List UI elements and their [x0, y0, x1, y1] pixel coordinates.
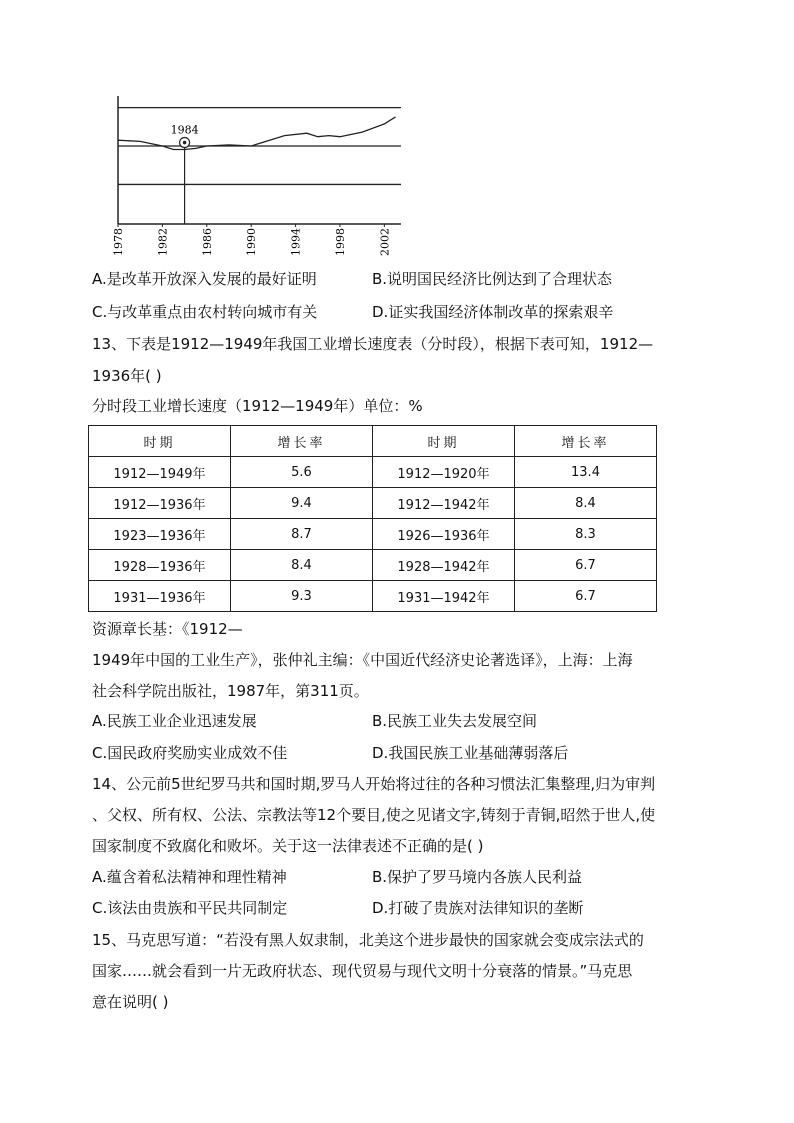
q14-option-c: C.该法由贵族和平民共同制定	[92, 899, 288, 917]
growth-table	[88, 425, 657, 612]
q13-option-b: B.民族工业失去发展空间	[372, 712, 538, 730]
q14-stem-line2: 、父权、所有权、公法、宗教法等12个要目,使之见诸文字,铸刻于青铜,昭然于世人,使	[92, 806, 656, 824]
table-cell: 1912—1942年	[373, 488, 515, 519]
table-cell: 6.7	[515, 581, 657, 612]
q13-source-line3: 社会科学院出版社，1987年，第311页。	[92, 682, 369, 700]
q14-stem-line3: 国家制度不致腐化和败坏。关于这一法律表述不正确的是( )	[92, 837, 484, 855]
x-tick-label: 1978	[112, 228, 125, 256]
table-header-cell: 增长率	[231, 426, 373, 457]
q13-option-c: C.国民政府奖励实业成效不佳	[92, 744, 288, 762]
x-tick-label: 1982	[156, 228, 170, 256]
q14-option-d: D.打破了贵族对法律知识的垄断	[372, 899, 584, 917]
table-cell: 8.4	[515, 488, 657, 519]
table-header-cell: 时期	[373, 426, 515, 457]
table-header-cell: 增长率	[515, 426, 657, 457]
q13-source-line1: 资源章长基：《1912—	[92, 620, 243, 638]
q13-option-d: D.我国民族工业基础薄弱落后	[372, 744, 569, 762]
q15-stem-line3: 意在说明( )	[92, 993, 169, 1011]
annotation-label: 1984	[170, 123, 199, 137]
table-cell: 9.3	[231, 581, 373, 612]
table-cell: 9.4	[231, 488, 373, 519]
q14-option-a: A.蕴含着私法精神和理性精神	[92, 868, 287, 886]
table-cell: 1931—1942年	[373, 581, 515, 612]
q13-table-title: 分时段工业增长速度（1912—1949年）单位：%	[92, 397, 423, 415]
series-line	[118, 117, 396, 150]
table-cell: 1926—1936年	[373, 519, 515, 550]
table-cell: 8.7	[231, 519, 373, 550]
q13-source-line2: 1949年中国的工业生产》，张仲礼主编：《中国近代经济史论著选译》，上海：上海	[92, 651, 633, 669]
table-cell: 8.3	[515, 519, 657, 550]
marker-1984-dot	[183, 141, 187, 145]
q14-option-b: B.保护了罗马境内各族人民利益	[372, 868, 583, 886]
q14-stem-line1: 14、公元前5世纪罗马共和国时期,罗马人开始将过往的各种习惯法汇集整理,归为审判	[92, 775, 656, 793]
table-row	[89, 550, 657, 581]
q13-option-a: A.民族工业企业迅速发展	[92, 712, 257, 730]
q13-stem-line1: 13、下表是1912—1949年我国工业增长速度表（分时段），根据下表可知，1912—	[92, 335, 654, 353]
table-row	[89, 457, 657, 488]
q12-option-c: C.与改革重点由农村转向城市有关	[92, 303, 318, 321]
x-tick-label: 1998	[333, 228, 347, 256]
table-row	[89, 488, 657, 519]
x-tick-label: 2002	[378, 228, 392, 256]
q12-option-a: A.是改革开放深入发展的最好证明	[92, 270, 317, 288]
table-cell: 1912—1936年	[89, 488, 231, 519]
q12-option-b: B.说明国民经济比例达到了合理状态	[372, 270, 613, 288]
table-cell: 5.6	[231, 457, 373, 488]
x-tick-label: 1990	[245, 228, 259, 256]
q15-stem-line2: 国家……就会看到一片无政府状态、现代贸易与现代文明十分衰落的情景。”马克思	[92, 962, 633, 980]
table-cell: 8.4	[231, 550, 373, 581]
table-cell: 1928—1936年	[89, 550, 231, 581]
x-tick-label: 1994	[289, 228, 303, 256]
q12-option-d: D.证实我国经济体制改革的探索艰辛	[372, 303, 614, 321]
table-cell: 1912—1949年	[89, 457, 231, 488]
line-chart	[95, 88, 415, 263]
table-header-cell: 时期	[89, 426, 231, 457]
table-cell: 13.4	[515, 457, 657, 488]
table-cell: 1912—1920年	[373, 457, 515, 488]
table-header-row	[89, 426, 657, 457]
q15-stem-line1: 15、马克思写道：“若没有黑人奴隶制，北美这个进步最快的国家就会变成宗法式的	[92, 931, 644, 949]
q13-stem-line2: 1936年( )	[92, 367, 162, 385]
table-cell: 1928—1942年	[373, 550, 515, 581]
table-cell: 6.7	[515, 550, 657, 581]
x-tick-label: 1986	[200, 228, 214, 256]
table-cell: 1923—1936年	[89, 519, 231, 550]
table-cell: 1931—1936年	[89, 581, 231, 612]
table-row	[89, 581, 657, 612]
table-row	[89, 519, 657, 550]
